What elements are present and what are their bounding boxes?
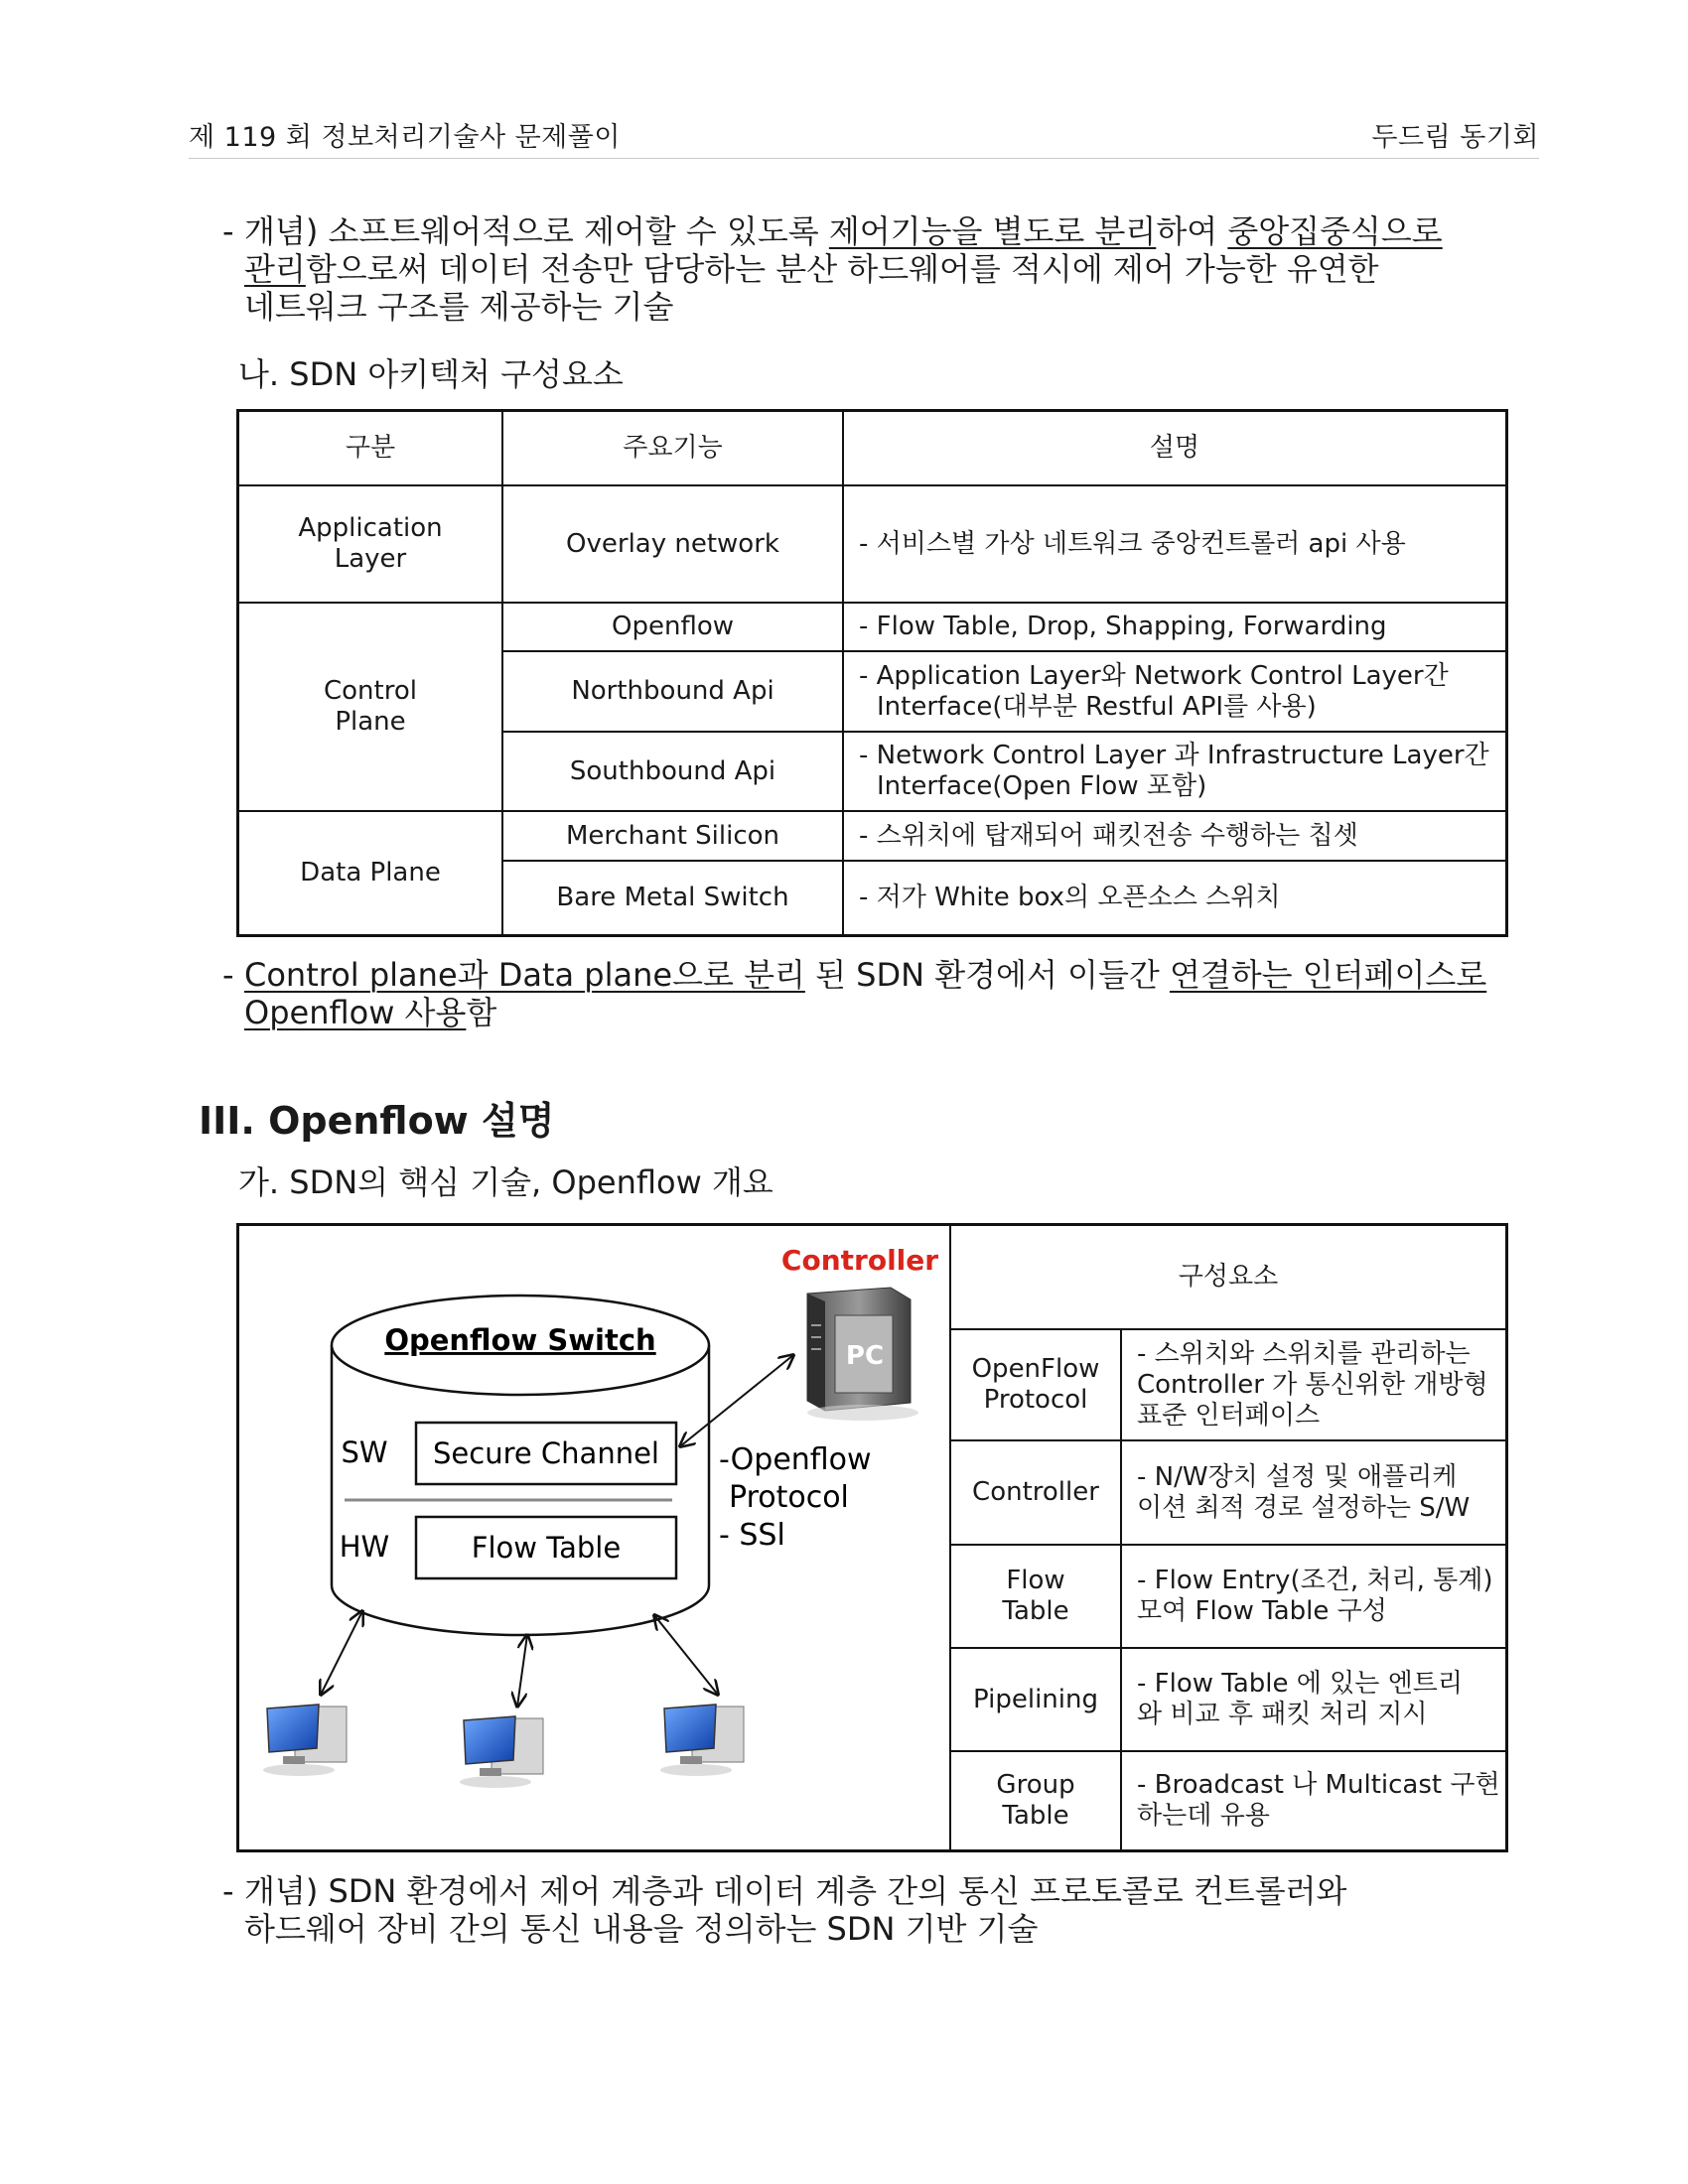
- row-application-layer: Application Layer: [298, 513, 443, 574]
- row-control-plane: Control Plane: [324, 676, 417, 737]
- component-desc: - 스위치와 스위치를 관리하는 Controller 가 통신위한 개방형 표준 인터페이스: [1137, 1338, 1488, 1431]
- host-arrow-1: [321, 1611, 362, 1695]
- cell-bare-metal-desc: - 저가 White box의 오픈소스 스위치: [859, 883, 1281, 912]
- header-right: 두드림 동기회: [1371, 122, 1539, 153]
- host-arrow-2: [517, 1635, 527, 1706]
- components-header: 구성요소: [1178, 1262, 1279, 1292]
- subheading-ga: 가. SDN의 핵심 기술, Openflow 개요: [238, 1163, 774, 1201]
- component-name: OpenFlow Protocol: [971, 1354, 1100, 1415]
- component-name: Group Table: [996, 1770, 1075, 1831]
- component-name: Pipelining: [973, 1684, 1098, 1714]
- cell-northbound: Northbound Api: [571, 676, 774, 706]
- controller-label: Controller: [780, 1244, 939, 1277]
- secure-channel-label: Secure Channel: [433, 1436, 659, 1470]
- hw-label: HW: [339, 1530, 390, 1564]
- component-desc: - Flow Entry(조건, 처리, 통계) 모여 Flow Table 구성: [1137, 1566, 1493, 1626]
- sw-label: SW: [341, 1435, 388, 1469]
- host-computer-icon: [263, 1705, 347, 1776]
- host-arrow-3: [654, 1615, 718, 1695]
- component-desc: - N/W장치 설정 및 애플리케 이션 최적 경로 설정하는 S/W: [1137, 1461, 1471, 1523]
- table-header-category: 구분: [345, 433, 396, 463]
- openflow-figure-block: [236, 1223, 1508, 1852]
- cell-merchant-desc: - 스위치에 탑재되어 패킷전송 수행하는 칩셋: [859, 820, 1358, 851]
- cell-northbound-desc: - Application Layer와 Network Control Layer간 Interface(대부분 Restful API를 사용): [859, 660, 1449, 722]
- concept-paragraph-2: - 개념) SDN 환경에서 제어 계층과 데이터 계층 간의 통신 프로토콜로 컨트롤러와 하드웨어 장비 간의 통신 내용을 정의하는 SDN 기반 기술: [222, 1872, 1347, 1948]
- protocol-label-1: -Openflow: [719, 1442, 872, 1477]
- component-name: Flow Table: [1002, 1566, 1069, 1626]
- cell-overlay-network: Overlay network: [566, 528, 779, 559]
- cell-merchant-silicon: Merchant Silicon: [565, 820, 780, 851]
- section-title-3: III. Openflow 설명: [199, 1099, 555, 1143]
- table-header-function: 주요기능: [623, 433, 723, 463]
- header-left: 제 119 회 정보처리기술사 문제풀이: [189, 122, 621, 153]
- concept-paragraph-1: - 개념) 소프트웨어적으로 제어할 수 있도록 제어기능을 별도로 분리하여 중앙집중식으로 관리함으로써 데이터 전송만 담당하는 분산 하드웨어를 적시에 제어 가능한 유연한 네트워크 구조를 제공하는 기술: [222, 212, 1443, 326]
- component-desc: - Flow Table 에 있는 엔트리 와 비교 후 패킷 처리 지시: [1137, 1669, 1463, 1729]
- switch-title: Openflow Switch: [384, 1323, 656, 1357]
- cell-bare-metal: Bare Metal Switch: [556, 883, 789, 912]
- protocol-label-2: Protocol: [729, 1480, 849, 1515]
- cell-openflow-desc: - Flow Table, Drop, Shapping, Forwarding: [859, 612, 1387, 641]
- sdn-architecture-table: [236, 409, 1508, 937]
- cell-southbound: Southbound Api: [569, 755, 776, 786]
- note-paragraph: - Control plane과 Data plane으로 분리 된 SDN 환경에서 이들간 연결하는 인터페이스로 Openflow 사용함: [222, 956, 1487, 1031]
- host-computer-icon: [460, 1716, 543, 1788]
- page-header: [189, 111, 1539, 159]
- component-desc: - Broadcast 나 Multicast 구현 하는데 유용: [1137, 1770, 1500, 1831]
- subheading-na: 나. SDN 아키텍처 구성요소: [238, 355, 624, 393]
- component-name: Controller: [972, 1477, 1099, 1507]
- table-header-description: 설명: [1149, 433, 1200, 463]
- host-computer-icon: [660, 1705, 744, 1776]
- cell-southbound-desc: - Network Control Layer 과 Infrastructure Layer간 Interface(Open Flow 포함): [859, 741, 1489, 801]
- protocol-label-3: - SSl: [719, 1518, 785, 1553]
- cell-overlay-desc: - 서비스별 가상 네트워크 중앙컨트롤러 api 사용: [859, 528, 1406, 559]
- pc-label: PC: [845, 1341, 885, 1371]
- cell-openflow: Openflow: [612, 612, 734, 641]
- openflow-diagram: [239, 1226, 949, 1849]
- flow-table-label: Flow Table: [471, 1531, 622, 1565]
- row-data-plane: Data Plane: [300, 858, 441, 887]
